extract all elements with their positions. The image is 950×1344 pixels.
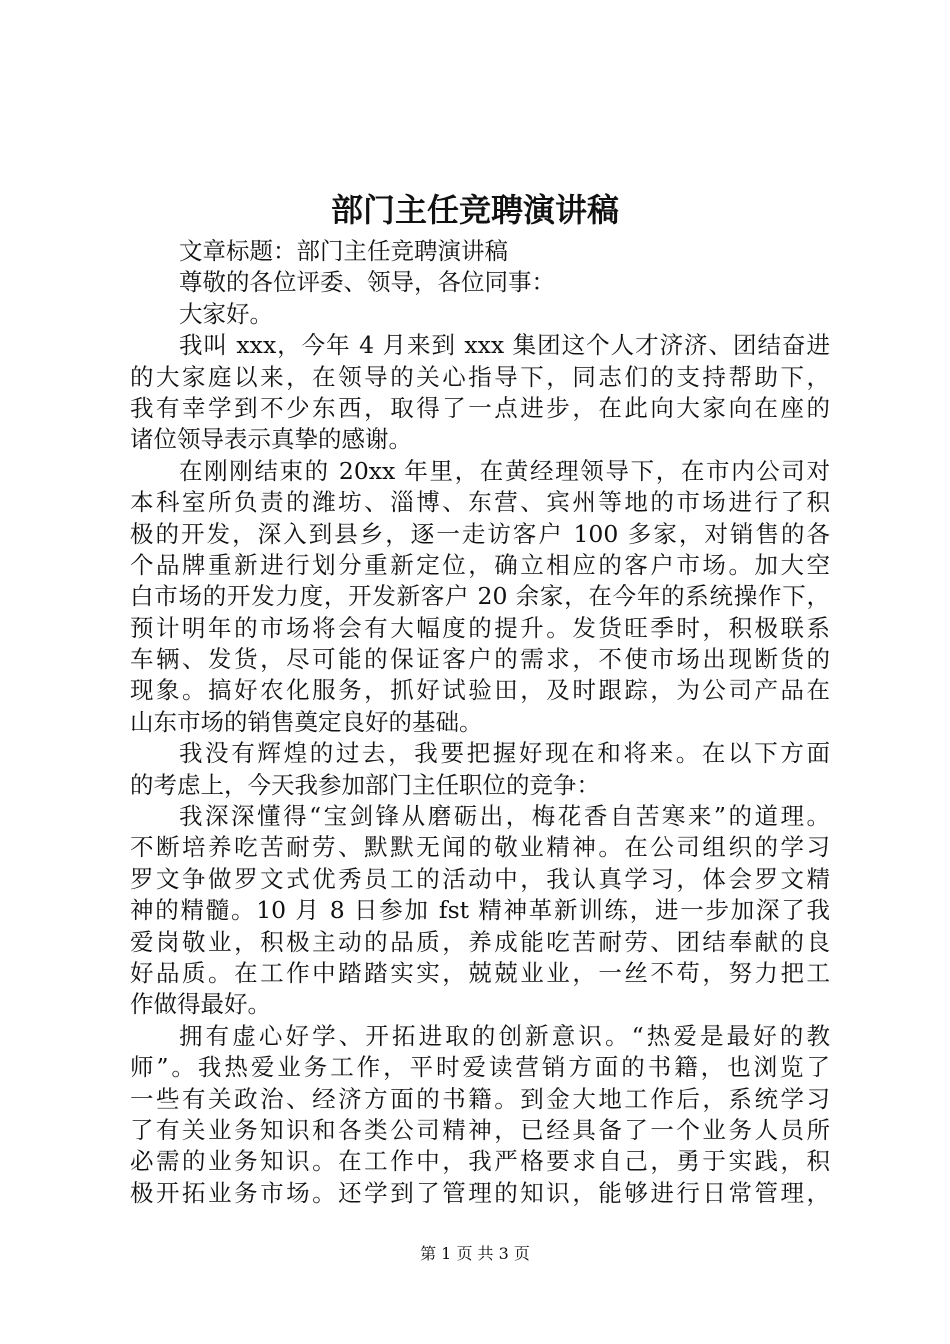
body-text-line: 爱岗敬业，积极主动的品质，养成能吃苦耐劳、团结奉献的良 — [130, 927, 830, 956]
body-text-line: 我叫 xxx，今年 4 月来到 xxx 集团这个人才济济、团结奋进 — [179, 331, 830, 360]
body-text-line: 大家好。 — [179, 299, 273, 328]
body-text-line: 我有幸学到不少东西，取得了一点进步，在此向大家向在座的 — [130, 393, 830, 422]
body-text-line: 好品质。在工作中踏踏实实，兢兢业业，一丝不苟，努力把工 — [130, 958, 830, 987]
document-body — [130, 236, 830, 1209]
page-number-footer: 第 1 页 共 3 页 — [420, 1244, 530, 1263]
body-text-line: 的考虑上，今天我参加部门主任职位的竞争： — [130, 770, 600, 799]
body-text-line: 个品牌重新进行划分重新定位，确立相应的客户市场。加大空 — [130, 550, 830, 579]
body-text-line: 拥有虚心好学、开拓进取的创新意识。“热爱是最好的教 — [179, 1021, 830, 1050]
body-text-line: 神的精髓。10 月 8 日参加 fst 精神革新训练，进一步加深了我 — [130, 896, 830, 925]
document-title: 部门主任竞聘演讲稿 — [330, 191, 619, 229]
body-text-line: 一些有关政治、经济方面的书籍。到金大地工作后，系统学习 — [130, 1084, 830, 1113]
body-text-line: 诸位领导表示真挚的感谢。 — [130, 425, 412, 454]
body-text-line: 山东市场的销售奠定良好的基础。 — [130, 707, 483, 736]
body-text-line: 极开拓业务市场。还学到了管理的知识，能够进行日常管理， — [130, 1178, 830, 1207]
body-text-line: 现象。搞好农化服务，抓好试验田，及时跟踪，为公司产品在 — [130, 676, 830, 705]
body-text-line: 尊敬的各位评委、领导，各位同事： — [179, 268, 555, 297]
body-text-line: 必需的业务知识。在工作中，我严格要求自己，勇于实践，积 — [130, 1147, 830, 1176]
body-text-line: 罗文争做罗文式优秀员工的活动中，我认真学习，体会罗文精 — [130, 864, 830, 893]
body-text-line: 文章标题：部门主任竞聘演讲稿 — [179, 237, 508, 265]
body-text-line: 在刚刚结束的 20xx 年里，在黄经理领导下，在市内公司对 — [179, 456, 830, 485]
body-text-line: 的大家庭以来，在领导的关心指导下，同志们的支持帮助下， — [130, 362, 830, 391]
body-text-line: 作做得最好。 — [130, 990, 271, 1019]
body-text-line: 极的开发，深入到县乡，逐一走访客户 100 多家，对销售的各 — [130, 519, 830, 548]
body-text-line: 本科室所负责的潍坊、淄博、东营、宾州等地的市场进行了积 — [130, 488, 830, 517]
body-text-line: 了有关业务知识和各类公司精神，已经具备了一个业务人员所 — [130, 1115, 830, 1144]
body-text-line: 预计明年的市场将会有大幅度的提升。发货旺季时，积极联系 — [130, 613, 830, 642]
body-text-line: 我没有辉煌的过去，我要把握好现在和将来。在以下方面 — [179, 739, 830, 768]
body-text-line: 白市场的开发力度，开发新客户 20 余家，在今年的系统操作下， — [130, 582, 830, 611]
body-text-line: 不断培养吃苦耐劳、默默无闻的敬业精神。在公司组织的学习 — [130, 833, 830, 862]
body-text-line: 车辆、发货，尽可能的保证客户的需求，不使市场出现断货的 — [130, 645, 830, 674]
body-text-line: 师”。我热爱业务工作，平时爱读营销方面的书籍，也浏览了 — [130, 1053, 830, 1082]
body-text-line: 我深深懂得“宝剑锋从磨砺出，梅花香自苦寒来”的道理。 — [179, 802, 830, 831]
